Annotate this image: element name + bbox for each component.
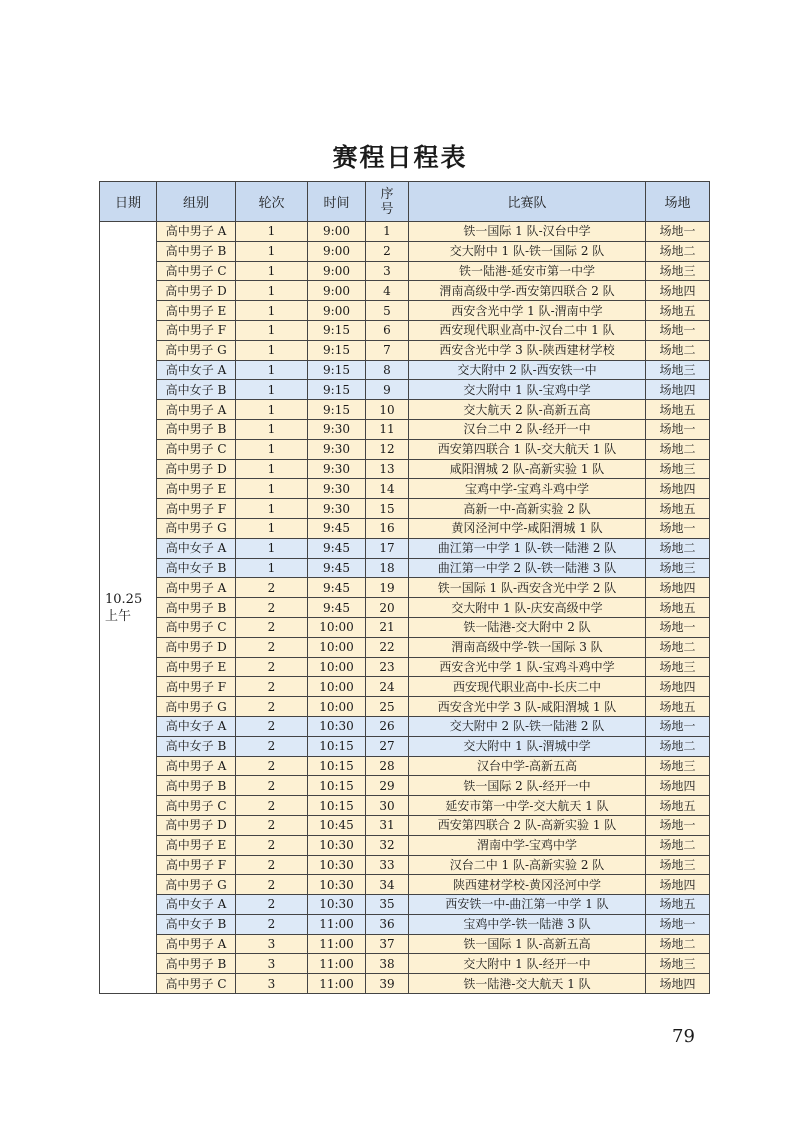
cell-time: 9:00 bbox=[308, 281, 366, 301]
cell-match: 黄冈泾河中学-咸阳渭城 1 队 bbox=[409, 518, 646, 538]
table-row bbox=[100, 815, 710, 835]
cell-number: 4 bbox=[366, 281, 409, 301]
cell-number: 14 bbox=[366, 479, 409, 499]
cell-venue: 场地三 bbox=[646, 360, 710, 380]
cell-venue: 场地四 bbox=[646, 776, 710, 796]
cell-time: 10:45 bbox=[308, 815, 366, 835]
cell-venue: 场地四 bbox=[646, 479, 710, 499]
cell-group: 高中男子 A bbox=[157, 934, 236, 954]
cell-round: 2 bbox=[236, 578, 308, 598]
table-row bbox=[100, 716, 710, 736]
cell-time: 9:00 bbox=[308, 222, 366, 242]
cell-venue: 场地二 bbox=[646, 538, 710, 558]
cell-number: 21 bbox=[366, 617, 409, 637]
cell-number: 35 bbox=[366, 895, 409, 915]
cell-round: 2 bbox=[236, 835, 308, 855]
cell-round: 1 bbox=[236, 479, 308, 499]
cell-group: 高中男子 B bbox=[157, 598, 236, 618]
table-row bbox=[100, 241, 710, 261]
page-number: 79 bbox=[672, 1026, 695, 1047]
cell-number: 11 bbox=[366, 419, 409, 439]
table-row bbox=[100, 895, 710, 915]
table-row bbox=[100, 360, 710, 380]
cell-group: 高中男子 F bbox=[157, 855, 236, 875]
table-row bbox=[100, 222, 710, 242]
cell-match: 交大附中 1 队-铁一国际 2 队 bbox=[409, 241, 646, 261]
table-row bbox=[100, 518, 710, 538]
cell-round: 2 bbox=[236, 598, 308, 618]
cell-venue: 场地一 bbox=[646, 716, 710, 736]
cell-group: 高中男子 B bbox=[157, 419, 236, 439]
table-row bbox=[100, 736, 710, 756]
cell-number: 16 bbox=[366, 518, 409, 538]
cell-group: 高中女子 B bbox=[157, 914, 236, 934]
cell-group: 高中男子 E bbox=[157, 657, 236, 677]
cell-venue: 场地四 bbox=[646, 677, 710, 697]
table-row bbox=[100, 974, 710, 994]
cell-venue: 场地五 bbox=[646, 895, 710, 915]
cell-group: 高中男子 C bbox=[157, 974, 236, 994]
cell-match: 延安市第一中学-交大航天 1 队 bbox=[409, 796, 646, 816]
cell-number: 5 bbox=[366, 301, 409, 321]
cell-group: 高中男子 C bbox=[157, 617, 236, 637]
cell-match: 咸阳渭城 2 队-高新实验 1 队 bbox=[409, 459, 646, 479]
cell-group: 高中男子 D bbox=[157, 815, 236, 835]
cell-number: 29 bbox=[366, 776, 409, 796]
cell-round: 1 bbox=[236, 518, 308, 538]
cell-number: 15 bbox=[366, 499, 409, 519]
cell-number: 31 bbox=[366, 815, 409, 835]
cell-group: 高中男子 G bbox=[157, 518, 236, 538]
cell-number: 26 bbox=[366, 716, 409, 736]
cell-number: 30 bbox=[366, 796, 409, 816]
cell-time: 10:30 bbox=[308, 875, 366, 895]
cell-match: 渭南中学-宝鸡中学 bbox=[409, 835, 646, 855]
cell-number: 20 bbox=[366, 598, 409, 618]
cell-time: 9:45 bbox=[308, 538, 366, 558]
cell-venue: 场地二 bbox=[646, 637, 710, 657]
cell-time: 9:30 bbox=[308, 499, 366, 519]
table-row bbox=[100, 320, 710, 340]
cell-match: 汉台二中 1 队-高新实验 2 队 bbox=[409, 855, 646, 875]
cell-time: 10:30 bbox=[308, 716, 366, 736]
table-row bbox=[100, 578, 710, 598]
table-header-row bbox=[100, 182, 710, 222]
cell-number: 12 bbox=[366, 439, 409, 459]
cell-time: 9:15 bbox=[308, 380, 366, 400]
cell-time: 9:15 bbox=[308, 340, 366, 360]
table-row bbox=[100, 637, 710, 657]
table-row bbox=[100, 281, 710, 301]
cell-match: 交大附中 1 队-经开一中 bbox=[409, 954, 646, 974]
schedule-table bbox=[99, 181, 710, 994]
cell-number: 27 bbox=[366, 736, 409, 756]
cell-time: 9:45 bbox=[308, 558, 366, 578]
cell-venue: 场地四 bbox=[646, 875, 710, 895]
table-row bbox=[100, 855, 710, 875]
cell-venue: 场地三 bbox=[646, 558, 710, 578]
table-row bbox=[100, 776, 710, 796]
cell-time: 9:45 bbox=[308, 598, 366, 618]
cell-round: 1 bbox=[236, 439, 308, 459]
cell-number: 24 bbox=[366, 677, 409, 697]
cell-round: 1 bbox=[236, 241, 308, 261]
cell-match: 西安现代职业高中-汉台二中 1 队 bbox=[409, 320, 646, 340]
column-header-date: 日期 bbox=[100, 182, 157, 222]
cell-match: 交大附中 1 队-渭城中学 bbox=[409, 736, 646, 756]
cell-group: 高中女子 A bbox=[157, 716, 236, 736]
cell-match: 铁一陆港-交大附中 2 队 bbox=[409, 617, 646, 637]
cell-time: 9:30 bbox=[308, 419, 366, 439]
column-header-group: 组别 bbox=[157, 182, 236, 222]
cell-match: 汉台二中 2 队-经开一中 bbox=[409, 419, 646, 439]
cell-round: 2 bbox=[236, 657, 308, 677]
table-row bbox=[100, 479, 710, 499]
cell-time: 9:00 bbox=[308, 241, 366, 261]
cell-group: 高中男子 G bbox=[157, 875, 236, 895]
cell-time: 11:00 bbox=[308, 974, 366, 994]
cell-venue: 场地三 bbox=[646, 261, 710, 281]
cell-group: 高中男子 C bbox=[157, 439, 236, 459]
table-row bbox=[100, 439, 710, 459]
cell-number: 19 bbox=[366, 578, 409, 598]
cell-round: 1 bbox=[236, 261, 308, 281]
cell-round: 1 bbox=[236, 538, 308, 558]
cell-match: 渭南高级中学-西安第四联合 2 队 bbox=[409, 281, 646, 301]
cell-round: 1 bbox=[236, 281, 308, 301]
schedule-body bbox=[100, 222, 710, 994]
cell-round: 3 bbox=[236, 974, 308, 994]
cell-group: 高中男子 F bbox=[157, 677, 236, 697]
date-value: 10.25 bbox=[105, 591, 143, 607]
cell-group: 高中女子 B bbox=[157, 558, 236, 578]
column-header-number: 序号 bbox=[366, 182, 409, 222]
cell-group: 高中男子 E bbox=[157, 301, 236, 321]
cell-number: 17 bbox=[366, 538, 409, 558]
cell-round: 1 bbox=[236, 340, 308, 360]
cell-time: 9:15 bbox=[308, 400, 366, 420]
cell-match: 宝鸡中学-宝鸡斗鸡中学 bbox=[409, 479, 646, 499]
cell-group: 高中男子 D bbox=[157, 637, 236, 657]
cell-round: 2 bbox=[236, 776, 308, 796]
cell-match: 交大附中 2 队-西安铁一中 bbox=[409, 360, 646, 380]
cell-match: 交大附中 1 队-宝鸡中学 bbox=[409, 380, 646, 400]
cell-round: 2 bbox=[236, 677, 308, 697]
cell-number: 36 bbox=[366, 914, 409, 934]
cell-match: 铁一国际 2 队-经开一中 bbox=[409, 776, 646, 796]
cell-venue: 场地一 bbox=[646, 815, 710, 835]
cell-match: 西安含光中学 3 队-咸阳渭城 1 队 bbox=[409, 697, 646, 717]
cell-round: 3 bbox=[236, 954, 308, 974]
cell-time: 11:00 bbox=[308, 954, 366, 974]
cell-group: 高中男子 E bbox=[157, 835, 236, 855]
cell-venue: 场地四 bbox=[646, 974, 710, 994]
table-row bbox=[100, 934, 710, 954]
cell-venue: 场地五 bbox=[646, 499, 710, 519]
date-session: 上午 bbox=[105, 608, 132, 624]
cell-group: 高中男子 B bbox=[157, 954, 236, 974]
cell-venue: 场地五 bbox=[646, 400, 710, 420]
cell-number: 32 bbox=[366, 835, 409, 855]
cell-round: 2 bbox=[236, 617, 308, 637]
cell-group: 高中女子 A bbox=[157, 895, 236, 915]
cell-number: 2 bbox=[366, 241, 409, 261]
cell-venue: 场地一 bbox=[646, 518, 710, 538]
cell-match: 西安含光中学 1 队-宝鸡斗鸡中学 bbox=[409, 657, 646, 677]
cell-round: 1 bbox=[236, 459, 308, 479]
table-row bbox=[100, 796, 710, 816]
column-header-round: 轮次 bbox=[236, 182, 308, 222]
cell-round: 2 bbox=[236, 756, 308, 776]
cell-group: 高中男子 G bbox=[157, 340, 236, 360]
cell-group: 高中男子 E bbox=[157, 479, 236, 499]
cell-number: 10 bbox=[366, 400, 409, 420]
cell-number: 37 bbox=[366, 934, 409, 954]
cell-number: 23 bbox=[366, 657, 409, 677]
cell-group: 高中男子 A bbox=[157, 222, 236, 242]
cell-match: 铁一陆港-延安市第一中学 bbox=[409, 261, 646, 281]
cell-match: 铁一国际 1 队-高新五高 bbox=[409, 934, 646, 954]
cell-match: 交大附中 1 队-庆安高级中学 bbox=[409, 598, 646, 618]
cell-venue: 场地四 bbox=[646, 578, 710, 598]
table-row bbox=[100, 617, 710, 637]
cell-number: 1 bbox=[366, 222, 409, 242]
cell-time: 9:30 bbox=[308, 439, 366, 459]
cell-time: 9:00 bbox=[308, 301, 366, 321]
cell-venue: 场地二 bbox=[646, 835, 710, 855]
cell-group: 高中男子 D bbox=[157, 459, 236, 479]
cell-time: 10:00 bbox=[308, 617, 366, 637]
cell-time: 9:30 bbox=[308, 479, 366, 499]
cell-round: 2 bbox=[236, 736, 308, 756]
cell-venue: 场地一 bbox=[646, 222, 710, 242]
cell-round: 1 bbox=[236, 558, 308, 578]
cell-number: 22 bbox=[366, 637, 409, 657]
cell-round: 2 bbox=[236, 895, 308, 915]
cell-round: 1 bbox=[236, 320, 308, 340]
cell-match: 铁一陆港-交大航天 1 队 bbox=[409, 974, 646, 994]
cell-round: 2 bbox=[236, 815, 308, 835]
cell-match: 曲江第一中学 1 队-铁一陆港 2 队 bbox=[409, 538, 646, 558]
cell-match: 渭南高级中学-铁一国际 3 队 bbox=[409, 637, 646, 657]
table-row bbox=[100, 677, 710, 697]
cell-match: 西安含光中学 1 队-渭南中学 bbox=[409, 301, 646, 321]
cell-number: 39 bbox=[366, 974, 409, 994]
table-row bbox=[100, 301, 710, 321]
cell-match: 交大附中 2 队-铁一陆港 2 队 bbox=[409, 716, 646, 736]
table-row bbox=[100, 598, 710, 618]
table-row bbox=[100, 657, 710, 677]
cell-time: 10:30 bbox=[308, 855, 366, 875]
cell-time: 10:00 bbox=[308, 677, 366, 697]
cell-match: 西安含光中学 3 队-陕西建材学校 bbox=[409, 340, 646, 360]
cell-venue: 场地三 bbox=[646, 954, 710, 974]
cell-round: 2 bbox=[236, 914, 308, 934]
table-row bbox=[100, 875, 710, 895]
cell-venue: 场地五 bbox=[646, 697, 710, 717]
cell-round: 2 bbox=[236, 855, 308, 875]
cell-number: 25 bbox=[366, 697, 409, 717]
cell-round: 1 bbox=[236, 400, 308, 420]
cell-match: 西安第四联合 2 队-高新实验 1 队 bbox=[409, 815, 646, 835]
cell-time: 9:15 bbox=[308, 360, 366, 380]
cell-number: 33 bbox=[366, 855, 409, 875]
table-row bbox=[100, 954, 710, 974]
cell-match: 高新一中-高新实验 2 队 bbox=[409, 499, 646, 519]
cell-venue: 场地五 bbox=[646, 796, 710, 816]
cell-venue: 场地一 bbox=[646, 617, 710, 637]
cell-group: 高中男子 A bbox=[157, 756, 236, 776]
cell-match: 西安现代职业高中-长庆二中 bbox=[409, 677, 646, 697]
cell-venue: 场地二 bbox=[646, 340, 710, 360]
cell-match: 曲江第一中学 2 队-铁一陆港 3 队 bbox=[409, 558, 646, 578]
table-row bbox=[100, 756, 710, 776]
cell-group: 高中女子 B bbox=[157, 380, 236, 400]
cell-match: 西安铁一中-曲江第一中学 1 队 bbox=[409, 895, 646, 915]
table-row bbox=[100, 538, 710, 558]
cell-group: 高中男子 A bbox=[157, 578, 236, 598]
cell-time: 9:15 bbox=[308, 320, 366, 340]
cell-round: 2 bbox=[236, 697, 308, 717]
table-row bbox=[100, 400, 710, 420]
cell-number: 28 bbox=[366, 756, 409, 776]
table-row bbox=[100, 914, 710, 934]
cell-time: 10:15 bbox=[308, 796, 366, 816]
cell-number: 3 bbox=[366, 261, 409, 281]
cell-time: 10:15 bbox=[308, 736, 366, 756]
cell-venue: 场地一 bbox=[646, 320, 710, 340]
cell-group: 高中男子 C bbox=[157, 261, 236, 281]
cell-time: 9:30 bbox=[308, 459, 366, 479]
cell-venue: 场地二 bbox=[646, 241, 710, 261]
cell-number: 7 bbox=[366, 340, 409, 360]
cell-round: 2 bbox=[236, 716, 308, 736]
cell-venue: 场地二 bbox=[646, 736, 710, 756]
column-header-match: 比赛队 bbox=[409, 182, 646, 222]
table-row bbox=[100, 558, 710, 578]
cell-venue: 场地三 bbox=[646, 756, 710, 776]
page-title: 赛程日程表 bbox=[332, 143, 468, 172]
cell-match: 汉台中学-高新五高 bbox=[409, 756, 646, 776]
cell-venue: 场地三 bbox=[646, 855, 710, 875]
cell-group: 高中男子 F bbox=[157, 320, 236, 340]
cell-match: 西安第四联合 1 队-交大航天 1 队 bbox=[409, 439, 646, 459]
cell-venue: 场地四 bbox=[646, 380, 710, 400]
cell-group: 高中男子 C bbox=[157, 796, 236, 816]
cell-match: 交大航天 2 队-高新五高 bbox=[409, 400, 646, 420]
table-row bbox=[100, 261, 710, 281]
cell-group: 高中男子 F bbox=[157, 499, 236, 519]
cell-group: 高中女子 A bbox=[157, 538, 236, 558]
cell-venue: 场地四 bbox=[646, 281, 710, 301]
cell-time: 10:15 bbox=[308, 776, 366, 796]
cell-match: 铁一国际 1 队-西安含光中学 2 队 bbox=[409, 578, 646, 598]
cell-group: 高中女子 A bbox=[157, 360, 236, 380]
cell-venue: 场地二 bbox=[646, 934, 710, 954]
table-row bbox=[100, 340, 710, 360]
cell-time: 10:00 bbox=[308, 637, 366, 657]
cell-number: 9 bbox=[366, 380, 409, 400]
cell-group: 高中男子 B bbox=[157, 776, 236, 796]
cell-round: 1 bbox=[236, 380, 308, 400]
date-cell bbox=[100, 222, 157, 994]
cell-group: 高中男子 D bbox=[157, 281, 236, 301]
cell-group: 高中男子 G bbox=[157, 697, 236, 717]
cell-match: 宝鸡中学-铁一陆港 3 队 bbox=[409, 914, 646, 934]
cell-venue: 场地三 bbox=[646, 459, 710, 479]
cell-group: 高中男子 B bbox=[157, 241, 236, 261]
cell-round: 3 bbox=[236, 934, 308, 954]
table-row bbox=[100, 697, 710, 717]
cell-match: 陕西建材学校-黄冈泾河中学 bbox=[409, 875, 646, 895]
cell-round: 1 bbox=[236, 360, 308, 380]
cell-round: 2 bbox=[236, 875, 308, 895]
cell-number: 13 bbox=[366, 459, 409, 479]
cell-round: 2 bbox=[236, 637, 308, 657]
cell-number: 38 bbox=[366, 954, 409, 974]
cell-time: 9:00 bbox=[308, 261, 366, 281]
table-row bbox=[100, 835, 710, 855]
column-header-time: 时间 bbox=[308, 182, 366, 222]
cell-match: 铁一国际 1 队-汉台中学 bbox=[409, 222, 646, 242]
cell-number: 18 bbox=[366, 558, 409, 578]
cell-round: 1 bbox=[236, 419, 308, 439]
cell-time: 10:15 bbox=[308, 756, 366, 776]
cell-venue: 场地五 bbox=[646, 301, 710, 321]
cell-time: 9:45 bbox=[308, 578, 366, 598]
column-header-venue: 场地 bbox=[646, 182, 710, 222]
cell-venue: 场地三 bbox=[646, 657, 710, 677]
cell-venue: 场地一 bbox=[646, 914, 710, 934]
cell-round: 1 bbox=[236, 222, 308, 242]
cell-number: 34 bbox=[366, 875, 409, 895]
cell-time: 9:45 bbox=[308, 518, 366, 538]
cell-time: 10:30 bbox=[308, 835, 366, 855]
cell-time: 10:30 bbox=[308, 895, 366, 915]
table-row bbox=[100, 419, 710, 439]
cell-number: 8 bbox=[366, 360, 409, 380]
table-row bbox=[100, 459, 710, 479]
cell-group: 高中女子 B bbox=[157, 736, 236, 756]
cell-venue: 场地五 bbox=[646, 598, 710, 618]
cell-number: 6 bbox=[366, 320, 409, 340]
cell-venue: 场地一 bbox=[646, 419, 710, 439]
cell-round: 2 bbox=[236, 796, 308, 816]
cell-time: 10:00 bbox=[308, 697, 366, 717]
cell-round: 1 bbox=[236, 499, 308, 519]
cell-time: 11:00 bbox=[308, 914, 366, 934]
table-row bbox=[100, 380, 710, 400]
cell-group: 高中男子 A bbox=[157, 400, 236, 420]
table-row bbox=[100, 499, 710, 519]
cell-time: 11:00 bbox=[308, 934, 366, 954]
cell-venue: 场地二 bbox=[646, 439, 710, 459]
cell-time: 10:00 bbox=[308, 657, 366, 677]
cell-round: 1 bbox=[236, 301, 308, 321]
